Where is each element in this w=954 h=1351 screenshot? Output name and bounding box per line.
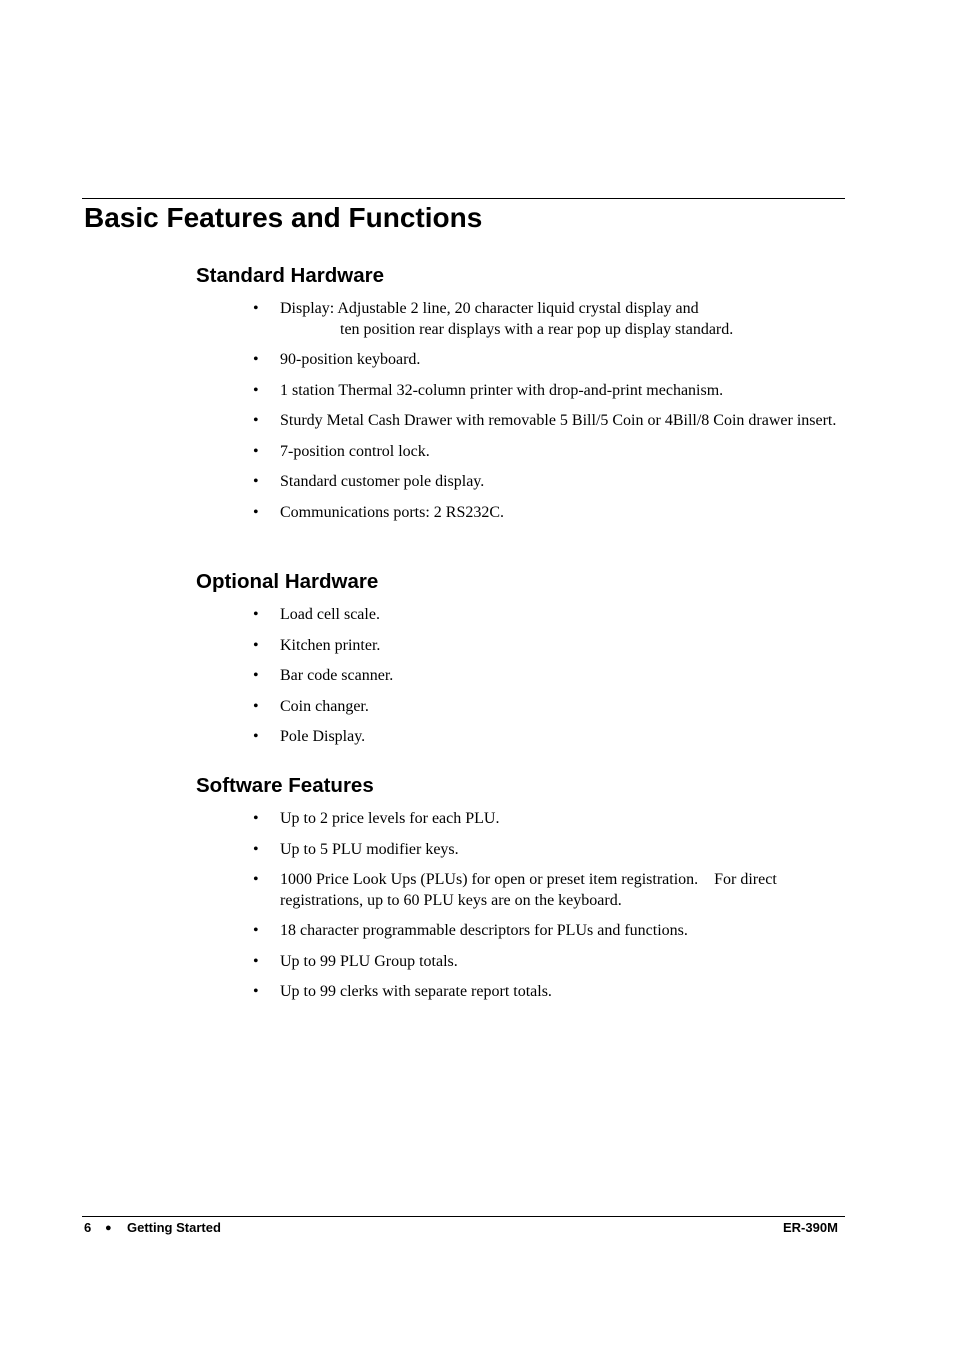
- list-item: [252, 605, 842, 626]
- bullet-icon: •: [253, 840, 259, 858]
- footer-rule: [82, 1216, 845, 1217]
- footer-model: ER-390M: [783, 1220, 838, 1235]
- bullet-icon: •: [253, 810, 259, 827]
- list-item: [252, 472, 842, 493]
- list-item-text: Up to 99 clerks with separate report totals.: [280, 983, 552, 1000]
- list-item-text: 90-position keyboard.: [280, 351, 421, 368]
- list-item-text: Load cell scale.: [280, 606, 380, 623]
- list-item-text: Kitchen printer.: [280, 636, 381, 654]
- bullet-icon: •: [253, 871, 259, 888]
- bullet-icon: •: [253, 442, 259, 460]
- list-item: [252, 697, 842, 718]
- bullet-icon: •: [253, 728, 259, 745]
- list-item-text: Coin changer.: [280, 697, 369, 715]
- bullet-icon: •: [253, 636, 259, 654]
- list-item: [252, 503, 842, 524]
- list-item-text: 1 station Thermal 32-column printer with drop-and-print mechanism.: [280, 381, 724, 399]
- section-heading-standard-hardware: Standard Hardware: [196, 264, 384, 287]
- list-item: [252, 299, 842, 340]
- list-item-text: 1000 Price Look Ups (PLUs) for open or preset item registration. For direct registrations, up to 60 PLU keys are on the keyboard.: [280, 871, 781, 909]
- list-item-text: Pole Display.: [280, 728, 366, 745]
- list-item: [252, 411, 842, 432]
- footer-separator-icon: ●: [105, 1222, 112, 1234]
- software-features-list: [252, 809, 842, 1013]
- bullet-icon: •: [253, 952, 259, 970]
- list-item-text: 18 character programmable descriptors for PLUs and functions.: [280, 922, 688, 939]
- page-number: 6: [84, 1220, 92, 1235]
- list-item-text-continued: ten position rear displays with a rear pop up display standard.: [340, 320, 734, 338]
- list-item: [252, 727, 842, 748]
- bullet-icon: •: [253, 412, 259, 429]
- list-item-text: Up to 5 PLU modifier keys.: [280, 840, 459, 858]
- section-heading-software-features: Software Features: [196, 774, 374, 797]
- bullet-icon: •: [253, 503, 259, 521]
- list-item: [252, 442, 842, 463]
- bullet-icon: •: [253, 697, 259, 715]
- list-item: [252, 809, 842, 830]
- bullet-icon: •: [253, 300, 259, 317]
- section-heading-optional-hardware: Optional Hardware: [196, 570, 379, 593]
- list-item: [252, 952, 842, 973]
- list-item-text: Up to 2 price levels for each PLU.: [280, 810, 500, 827]
- list-item: [252, 381, 842, 402]
- bullet-icon: •: [253, 667, 259, 684]
- list-item: [252, 921, 842, 942]
- list-item-text: 7-position control lock.: [280, 442, 430, 460]
- standard-hardware-list: [252, 299, 842, 533]
- list-item: [252, 636, 842, 657]
- bullet-icon: •: [253, 473, 259, 490]
- bullet-icon: •: [253, 983, 259, 1000]
- list-item: [252, 982, 842, 1003]
- bullet-icon: •: [253, 922, 259, 939]
- list-item-text: Up to 99 PLU Group totals.: [280, 952, 458, 970]
- footer-chapter: Getting Started: [127, 1220, 221, 1235]
- list-item: [252, 840, 842, 861]
- bullet-icon: •: [253, 351, 259, 368]
- list-item: [252, 870, 842, 911]
- list-item-text: Communications ports: 2 RS232C.: [280, 503, 505, 521]
- page-title: Basic Features and Functions: [84, 202, 483, 233]
- bullet-icon: •: [253, 381, 259, 399]
- list-item: [252, 350, 842, 371]
- list-item-text: Sturdy Metal Cash Drawer with removable 5 Bill/5 Coin or 4Bill/8 Coin drawer insert.: [280, 412, 837, 429]
- list-item-text: Bar code scanner.: [280, 667, 394, 684]
- optional-hardware-list: [252, 605, 842, 758]
- list-item-text: Standard customer pole display.: [280, 473, 485, 490]
- bullet-icon: •: [253, 606, 259, 623]
- list-item-text: Display: Adjustable 2 line, 20 character liquid crystal display and: [280, 300, 699, 317]
- list-item: [252, 666, 842, 687]
